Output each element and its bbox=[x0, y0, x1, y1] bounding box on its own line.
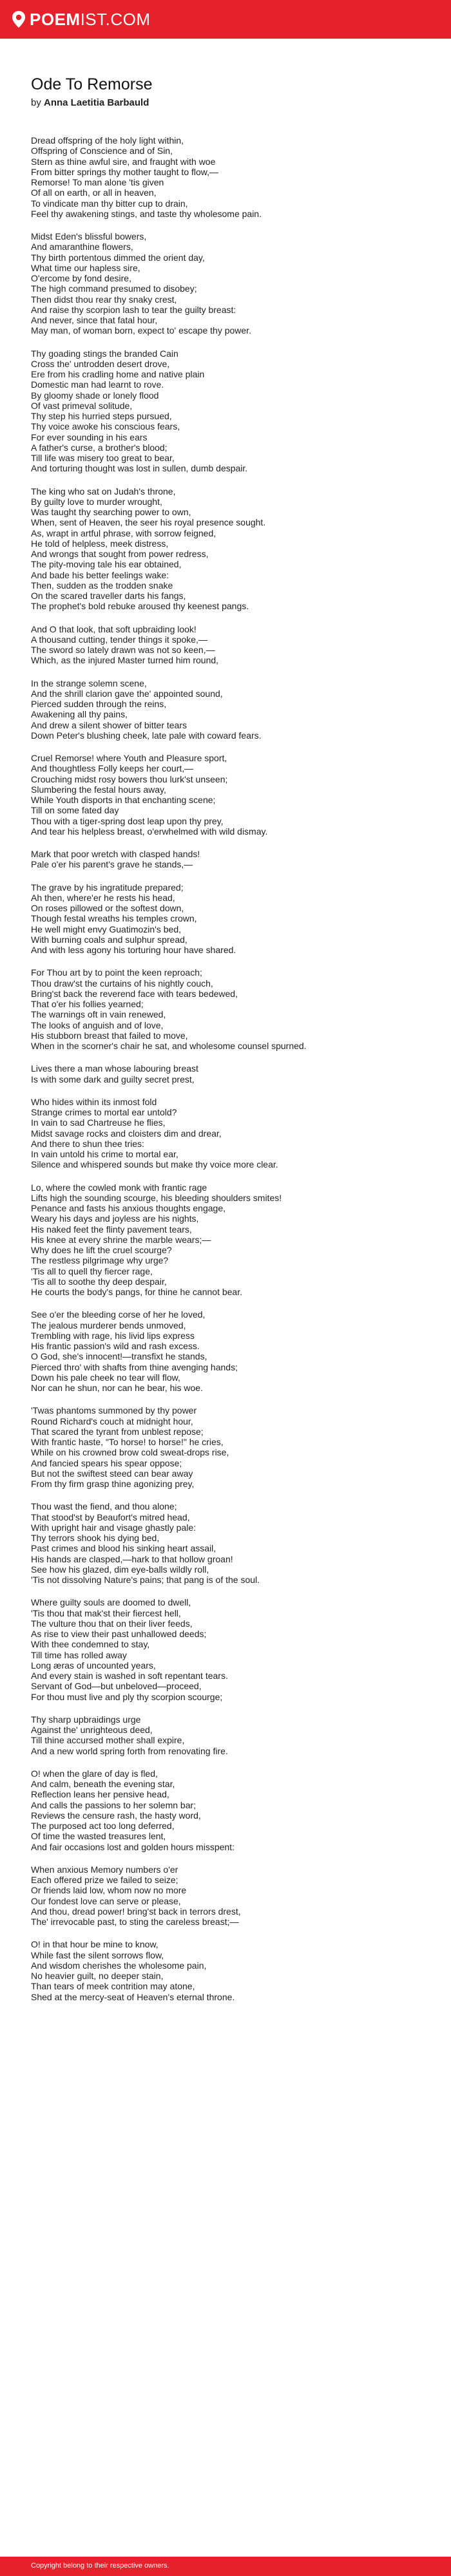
poem-line: He told of helpless, meek distress, bbox=[31, 538, 169, 549]
poem-line: 'Tis thou that mak'st their fiercest hell, bbox=[31, 1607, 181, 1618]
poem-line: Against the' unrighteous deed, bbox=[31, 1725, 153, 1735]
poem-line: Ah then, where'er he rests his head, bbox=[31, 892, 175, 903]
poem-line: In the strange solemn scene, bbox=[31, 677, 147, 688]
poem-line: Offspring of Conscience and of Sin, bbox=[31, 146, 173, 156]
poem-line: Where guilty souls are doomed to dwell, bbox=[31, 1597, 191, 1608]
poem-line: The purposed act too long deferred, bbox=[31, 1821, 175, 1831]
poem-line: Then didst thou rear thy snaky crest, bbox=[31, 294, 177, 305]
site-footer bbox=[0, 2557, 451, 2576]
poem-line: And calm, beneath the evening star, bbox=[31, 1779, 175, 1789]
poem-line: With frantic haste, "To horse! to horse!" he cries, bbox=[31, 1437, 224, 1447]
poem-line: For thou must live and ply thy scorpion scourge; bbox=[31, 1691, 223, 1702]
stanza bbox=[31, 1501, 420, 1585]
poem-line: Thy step his hurried steps pursued, bbox=[31, 411, 172, 421]
poem-line: Remorse! To man alone 'tis given bbox=[31, 177, 164, 187]
poem-line: Till life was misery too great to bear, bbox=[31, 453, 175, 463]
poem-line: The grave by his ingratitude prepared; bbox=[31, 882, 184, 893]
poem-line: The king who sat on Judah's throne, bbox=[31, 486, 176, 497]
poem-line: That o'er his follies yearned; bbox=[31, 999, 144, 1009]
stanza bbox=[31, 1597, 420, 1702]
poem-line: Thy voice awoke his conscious fears, bbox=[31, 421, 180, 432]
stanza bbox=[31, 967, 420, 1051]
poem-line: The jealous murderer bends unmoved, bbox=[31, 1320, 186, 1331]
poem-line: Thy terrors shook his dying bed, bbox=[31, 1533, 160, 1543]
poem-line: Down Peter's blushing cheek, late pale with coward fears. bbox=[31, 730, 262, 741]
poem-line: Thou draw'st the curtains of his nightly couch, bbox=[31, 978, 213, 989]
poem-line: Ere from his cradling home and native plain bbox=[31, 369, 205, 379]
poem-line: Strange crimes to mortal ear untold? bbox=[31, 1107, 177, 1117]
poem-line: By guilty love to murder wrought, bbox=[31, 496, 162, 507]
poem-line: To vindicate man thy bitter cup to drain, bbox=[31, 198, 188, 209]
poem-line: May man, of woman born, expect to' escape thy power. bbox=[31, 325, 251, 336]
poem-line: Reviews the censure rash, the hasty word, bbox=[31, 1810, 201, 1821]
poem-line: And bade his better feelings wake: bbox=[31, 569, 169, 580]
poem-line: Or friends laid low, whom now no more bbox=[31, 1885, 187, 1896]
poem-line: The looks of anguish and of love, bbox=[31, 1019, 164, 1030]
poem-line: The sword so lately drawn was not so keen,— bbox=[31, 645, 215, 655]
poem-line: Pierced thro' with shafts from thine avenging hands; bbox=[31, 1361, 238, 1372]
poem-line: The prophet's bold rebuke aroused thy keenest pangs. bbox=[31, 601, 249, 612]
stanza bbox=[31, 1405, 420, 1489]
poem-line: Till time has rolled away bbox=[31, 1649, 127, 1660]
stanza bbox=[31, 231, 420, 336]
stanza bbox=[31, 348, 420, 474]
logo-text-light: IST.COM bbox=[80, 9, 151, 29]
poem-line: Thy sharp upbraidings urge bbox=[31, 1714, 141, 1725]
poem-line: Penance and fasts his anxious thoughts engage, bbox=[31, 1203, 225, 1213]
poem-line: While fast the silent sorrows flow, bbox=[31, 1949, 164, 1960]
poem-line: What time our hapless sire, bbox=[31, 262, 140, 273]
stanza bbox=[31, 678, 420, 741]
byline-prefix: by bbox=[31, 97, 41, 108]
poem-line: The pity-moving tale his ear obtained, bbox=[31, 559, 182, 570]
poem-line: For ever sounding in his ears bbox=[31, 431, 148, 442]
poem-title: Ode To Remorse bbox=[31, 75, 153, 93]
poem-line: A thousand cutting, tender things it spoke,— bbox=[31, 634, 207, 645]
poem-line: And with less agony his torturing hour have shared. bbox=[31, 945, 236, 955]
poem-line: Bring'st back the reverend face with tears bedewed, bbox=[31, 988, 238, 999]
stanza bbox=[31, 486, 420, 612]
poem-line: 'Tis all to soothe thy deep despair, bbox=[31, 1276, 167, 1287]
stanza bbox=[31, 1309, 420, 1393]
poem-line: When anxious Memory numbers o'er bbox=[31, 1864, 178, 1875]
map-pin-icon bbox=[12, 10, 26, 28]
poem-line: Pale o'er his parent's grave he stands,— bbox=[31, 859, 193, 870]
poem-line: Dread offspring of the holy light within, bbox=[31, 135, 184, 146]
poem-line: Though festal wreaths his temples crown, bbox=[31, 913, 197, 924]
poem-line: The vulture thou that on their liver feeds, bbox=[31, 1618, 193, 1629]
poem-line: Thou wast the fiend, and thou alone; bbox=[31, 1501, 177, 1512]
poem-line: 'Tis not dissolving Nature's pains; that pang is of the soul. bbox=[31, 1575, 260, 1585]
copyright-text: Copyright belong to their respective owners. bbox=[31, 2562, 169, 2570]
stanza bbox=[31, 753, 420, 837]
stanza bbox=[31, 1768, 420, 1852]
poem-line: And drew a silent shower of bitter tears bbox=[31, 719, 187, 730]
stanza bbox=[31, 1182, 420, 1298]
stanza bbox=[31, 135, 420, 219]
poem-line: And wisdom cherishes the wholesome pain, bbox=[31, 1960, 207, 1971]
poem-line: With upright hair and visage ghastly pale: bbox=[31, 1522, 197, 1533]
poem-line: Which, as the injured Master turned him round, bbox=[31, 655, 219, 666]
poem-article bbox=[31, 75, 420, 2014]
stanza bbox=[31, 624, 420, 666]
poem-line: Silence and whispered sounds but make thy voice more clear. bbox=[31, 1159, 278, 1170]
poem-line: And raise thy scorpion lash to tear the guilty breast: bbox=[31, 304, 236, 315]
poem-line: And calls the passions to her solemn bar; bbox=[31, 1799, 197, 1810]
poem-line: See o'er the bleeding corse of her he loved, bbox=[31, 1309, 206, 1320]
poem-line: On the scared traveller darts his fangs, bbox=[31, 591, 186, 601]
poem-line: Lives there a man whose labouring breast bbox=[31, 1063, 198, 1074]
poem-line: His frantic passion's wild and rash excess. bbox=[31, 1341, 200, 1351]
poem-line: His knee at every shrine the marble wears;— bbox=[31, 1234, 211, 1245]
poem-line: Nor can he shun, nor can he bear, his woe. bbox=[31, 1383, 203, 1393]
poem-line: Stern as thine awful sire, and fraught with woe bbox=[31, 156, 216, 167]
poem-line: O! when the glare of day is fled, bbox=[31, 1768, 158, 1779]
poem-line: His naked feet the flinty pavement tears, bbox=[31, 1224, 192, 1235]
poem-line: That stood'st by Beaufort's mitred head, bbox=[31, 1511, 190, 1522]
poem-line: As rise to view their past unhallowed deeds; bbox=[31, 1629, 207, 1639]
author-name[interactable]: Anna Laetitia Barbauld bbox=[44, 97, 149, 108]
poem-line: Then, sudden as the trodden snake bbox=[31, 580, 173, 591]
poem-line: Trembling with rage, his livid lips express bbox=[31, 1330, 195, 1341]
poem-line: For Thou art by to point the keen reproach; bbox=[31, 967, 202, 978]
poem-line: Is with some dark and guilty secret prest, bbox=[31, 1074, 195, 1084]
poem-line: The warnings oft in vain renewed, bbox=[31, 1009, 166, 1020]
poem-line: In vain to sad Chartreuse he flies, bbox=[31, 1117, 166, 1128]
poem-line: And a new world spring forth from renovating fire. bbox=[31, 1745, 228, 1756]
poem-line: Pierced sudden through the reins, bbox=[31, 699, 167, 709]
poem-line: And amaranthine flowers, bbox=[31, 242, 133, 252]
poem-line: Till on some fated day bbox=[31, 805, 119, 816]
poem-line: And torturing thought was lost in sullen, dumb despair. bbox=[31, 463, 248, 474]
poem-line: Lo, where the cowled monk with frantic rage bbox=[31, 1182, 207, 1193]
poem-line: Than tears of meek contrition may atone, bbox=[31, 1981, 195, 1992]
poem-line: Down his pale cheek no tear will flow, bbox=[31, 1372, 180, 1383]
poem-line: While Youth disports in that enchanting scene; bbox=[31, 795, 216, 805]
poem-line: And fancied spears his spear oppose; bbox=[31, 1457, 182, 1468]
poem-line: As, wrapt in artful phrase, with sorrow feigned, bbox=[31, 527, 216, 538]
poem-line: On roses pillowed or the softest down, bbox=[31, 903, 184, 913]
poem-line: And thou, dread power! bring'st back in terrors drest, bbox=[31, 1906, 241, 1917]
poem-line: See how his glazed, dim eye-balls wildly roll, bbox=[31, 1564, 209, 1575]
stanza bbox=[31, 1939, 420, 2002]
poem-line: Awakening all thy pains, bbox=[31, 709, 128, 720]
site-header bbox=[0, 0, 451, 39]
poem-line: Feel thy awakening stings, and taste thy wholesome pain. bbox=[31, 208, 262, 219]
site-logo[interactable] bbox=[12, 9, 151, 30]
poem-line: And O that look, that soft upbraiding look! bbox=[31, 623, 197, 634]
poem-line: Till thine accursed mother shall expire, bbox=[31, 1735, 185, 1746]
poem-line: Past crimes and blood his sinking heart assail, bbox=[31, 1543, 216, 1554]
poem-line: In vain untold his crime to mortal ear, bbox=[31, 1149, 178, 1159]
poem-line: A father's curse, a brother's blood; bbox=[31, 442, 168, 453]
stanza bbox=[31, 1097, 420, 1170]
poem-line: Of all on earth, or all in heaven, bbox=[31, 187, 157, 198]
poem-line: Weary his days and joyless are his nights, bbox=[31, 1213, 199, 1224]
poem-line: No heavier guilt, no deeper stain, bbox=[31, 1971, 164, 1981]
poem-line: And fair occasions lost and golden hours misspent: bbox=[31, 1841, 235, 1852]
poem-line: O God, she's innocent!—transfixt he stands, bbox=[31, 1351, 207, 1362]
poem-line: From bitter springs thy mother taught to flow,— bbox=[31, 166, 219, 177]
poem-line: By gloomy shade or lonely flood bbox=[31, 390, 159, 401]
poem-line: His stubborn breast that failed to move, bbox=[31, 1030, 188, 1041]
poem-line: Servant of God—but unbeloved—proceed, bbox=[31, 1681, 202, 1692]
poem-line: Reflection leans her pensive head, bbox=[31, 1789, 169, 1800]
poem-line: Cross the' untrodden desert drove, bbox=[31, 358, 170, 369]
poem-line: That scared the tyrant from unblest repose; bbox=[31, 1426, 204, 1437]
poem-line: And tear his helpless breast, o'erwhelmed with wild dismay. bbox=[31, 826, 268, 837]
poem-line: Cruel Remorse! where Youth and Pleasure sport, bbox=[31, 753, 227, 763]
stanza bbox=[31, 849, 420, 870]
poem-line: The high command presumed to disobey; bbox=[31, 283, 197, 294]
poem-line: Crouching midst rosy bowers thou lurk'st unseen; bbox=[31, 773, 228, 784]
poem-line: 'Tis all to quell thy fiercer rage, bbox=[31, 1265, 153, 1276]
poem-line: When in the scorner's chair he sat, and wholesome counsel spurned. bbox=[31, 1041, 307, 1051]
poem-line: With thee condemned to stay, bbox=[31, 1639, 150, 1650]
poem-line: He courts the body's pangs, for thine he cannot bear. bbox=[31, 1287, 242, 1297]
poem-line: He well might envy Guatimozin's bed, bbox=[31, 923, 181, 934]
stanza bbox=[31, 1864, 420, 1927]
poem-line: Why does he lift the cruel scourge? bbox=[31, 1245, 172, 1255]
poem-line: While on his crowned brow cold sweat-drops rise, bbox=[31, 1447, 229, 1458]
poem-line: Long æras of uncounted years, bbox=[31, 1660, 156, 1671]
poem-line: Round Richard's couch at midnight hour, bbox=[31, 1416, 193, 1426]
poem-body bbox=[31, 135, 420, 2002]
stanza bbox=[31, 1714, 420, 1756]
logo-text-bold: POEM bbox=[30, 9, 81, 29]
poem-line: Was taught thy searching power to own, bbox=[31, 507, 191, 517]
poem-line: Thy goading stings the branded Cain bbox=[31, 348, 178, 359]
poem-line: Each offered prize we failed to seize; bbox=[31, 1875, 178, 1885]
poem-line: O'ercome by fond desire, bbox=[31, 273, 131, 283]
poem-line: And never, since that fatal hour, bbox=[31, 315, 158, 325]
poem-line: Thy birth portentous dimmed the orient day, bbox=[31, 252, 205, 263]
poem-line: Shed at the mercy-seat of Heaven's eternal throne. bbox=[31, 1991, 235, 2002]
poem-line: Midst savage rocks and cloisters dim and drear, bbox=[31, 1128, 222, 1139]
poem-line: O! in that hour be mine to know, bbox=[31, 1939, 158, 1950]
stanza bbox=[31, 882, 420, 956]
byline bbox=[31, 97, 420, 109]
poem-line: Domestic man had learnt to rove. bbox=[31, 379, 164, 390]
poem-line: Of time the wasted treasures lent, bbox=[31, 1831, 166, 1842]
poem-line: His hands are clasped,—hark to that hollow groan! bbox=[31, 1553, 233, 1564]
poem-line: Lifts high the sounding scourge, his bleeding shoulders smites! bbox=[31, 1192, 282, 1203]
stanza bbox=[31, 1063, 420, 1084]
poem-line: Our fondest love can serve or please, bbox=[31, 1895, 181, 1906]
poem-line: 'Twas phantoms summoned by thy power bbox=[31, 1405, 197, 1416]
poem-line: Of vast primeval solitude, bbox=[31, 400, 133, 411]
poem-line: And wrongs that sought from power redress, bbox=[31, 549, 209, 559]
poem-line: And thoughtless Folly keeps her court,— bbox=[31, 763, 194, 774]
poem-line: Who hides within its inmost fold bbox=[31, 1096, 157, 1107]
poem-line: Mark that poor wretch with clasped hands! bbox=[31, 849, 200, 859]
poem-line: And there to shun thee tries: bbox=[31, 1138, 144, 1149]
poem-line: And every stain is washed in soft repentant tears. bbox=[31, 1671, 228, 1681]
poem-line: Thou with a tiger-spring dost leap upon thy prey, bbox=[31, 815, 224, 826]
poem-line: With burning coals and sulphur spread, bbox=[31, 934, 187, 945]
poem-line: When, sent of Heaven, the seer his royal presence sought. bbox=[31, 517, 266, 528]
poem-line: Slumbering the festal hours away, bbox=[31, 784, 166, 795]
poem-line: Midst Eden's blissful bowers, bbox=[31, 231, 147, 242]
poem-line: The restless pilgrimage why urge? bbox=[31, 1255, 169, 1266]
poem-line: And the shrill clarion gave the' appointed sound, bbox=[31, 688, 223, 699]
poem-line: But not the swiftest steed can bear away bbox=[31, 1468, 193, 1479]
poem-line: From thy firm grasp thine agonizing prey, bbox=[31, 1479, 195, 1489]
poem-line: The' irrevocable past, to sting the careless breast;— bbox=[31, 1917, 239, 1927]
